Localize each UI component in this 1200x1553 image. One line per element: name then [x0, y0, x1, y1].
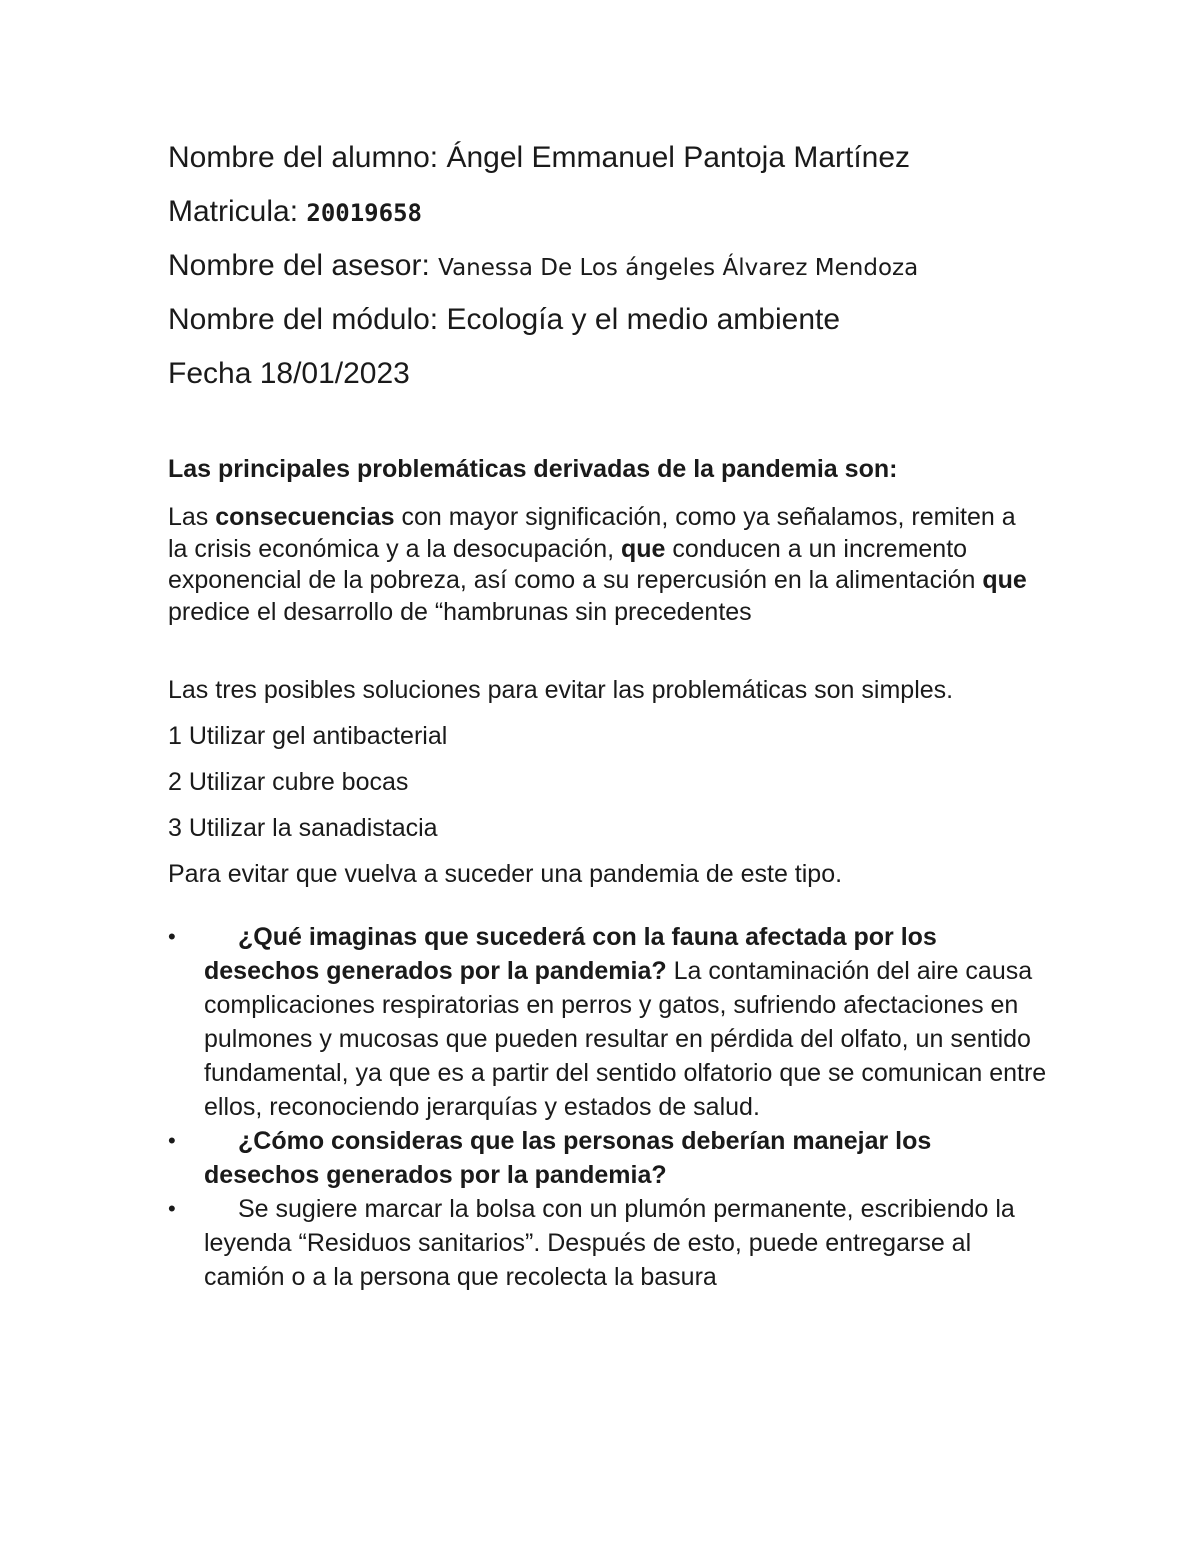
- section-heading: Las principales problemáticas derivadas de la pandemia son:: [168, 455, 898, 483]
- list-item: [168, 1192, 1048, 1294]
- closing-sentence: Para evitar que vuelva a suceder una pandemia de este tipo.: [168, 860, 843, 888]
- advisor-label: Nombre del asesor:: [168, 249, 439, 282]
- date-line: [168, 356, 410, 392]
- bullet-icon: •: [168, 1128, 176, 1153]
- module-label: Nombre del módulo:: [168, 303, 447, 336]
- solution-item: 3 Utilizar la sanadistacia: [168, 814, 438, 842]
- student-name-line: [168, 140, 910, 176]
- paragraph-text-2: con mayor significación, como ya señalamos, remiten a la crisis económica y a la desocupación,: [168, 503, 1016, 563]
- answer-waste-handling: Se sugiere marcar la bolsa con un plumón permanente, escribiendo la leyenda “Residuos sanitarios”. Después de esto, puede entregarse al camión o a la persona que recolecta la basura: [204, 1195, 1015, 1291]
- solution-item: 1 Utilizar gel antibacterial: [168, 722, 448, 750]
- advisor-name: Vanessa De Los ángeles Álvarez Mendoza: [438, 255, 919, 281]
- paragraph-bold-2: que: [621, 534, 666, 563]
- paragraph-text-4: predice el desarrollo de “hambrunas sin precedentes: [168, 597, 752, 626]
- advisor-line: [168, 248, 918, 286]
- module-line: [168, 302, 840, 338]
- paragraph-bold-3: que: [982, 566, 1027, 594]
- id-value: 20019658: [306, 199, 422, 227]
- question-fauna: ¿Qué imaginas que sucederá con la fauna afectada por los desechos generados por la pandemia?: [204, 923, 937, 985]
- id-line: [168, 194, 422, 231]
- date-label: Fecha: [168, 357, 260, 390]
- paragraph-bold-1: consecuencias: [215, 503, 395, 531]
- id-label: Matricula:: [168, 195, 307, 228]
- solution-item: 2 Utilizar cubre bocas: [168, 768, 409, 796]
- list-item: [168, 1124, 1048, 1192]
- date-value: 18/01/2023: [259, 357, 410, 390]
- consequences-paragraph: [168, 502, 1038, 628]
- module-name: Ecología y el medio ambiente: [446, 303, 841, 336]
- student-label: Nombre del alumno:: [168, 141, 447, 174]
- bullet-icon: •: [168, 924, 176, 949]
- bullet-icon: •: [168, 1196, 176, 1221]
- question-waste-handling: ¿Cómo consideras que las personas deberían manejar los desechos generados por la pandemia?: [204, 1127, 932, 1189]
- paragraph-text-3: conducen a un incremento exponencial de la pobreza, así como a su repercusión en la alimentación: [168, 534, 983, 594]
- bullet-list: [168, 920, 1048, 1294]
- list-item: [168, 920, 1048, 1124]
- paragraph-text-1: Las: [168, 503, 216, 531]
- solutions-intro: Las tres posibles soluciones para evitar las problemáticas son simples.: [168, 676, 954, 704]
- answer-fauna: La contaminación del aire causa complicaciones respiratorias en perros y gatos, sufriendo afectaciones en pulmones y mucosas que pueden resultar en pérdida del olfato, un sentido fundamental, ya que es a partir del sentido olfatorio que se comunican entre ellos, reconociendo jerarquías y estados de salud.: [204, 957, 1047, 1121]
- student-name: Ángel Emmanuel Pantoja Martínez: [446, 141, 911, 174]
